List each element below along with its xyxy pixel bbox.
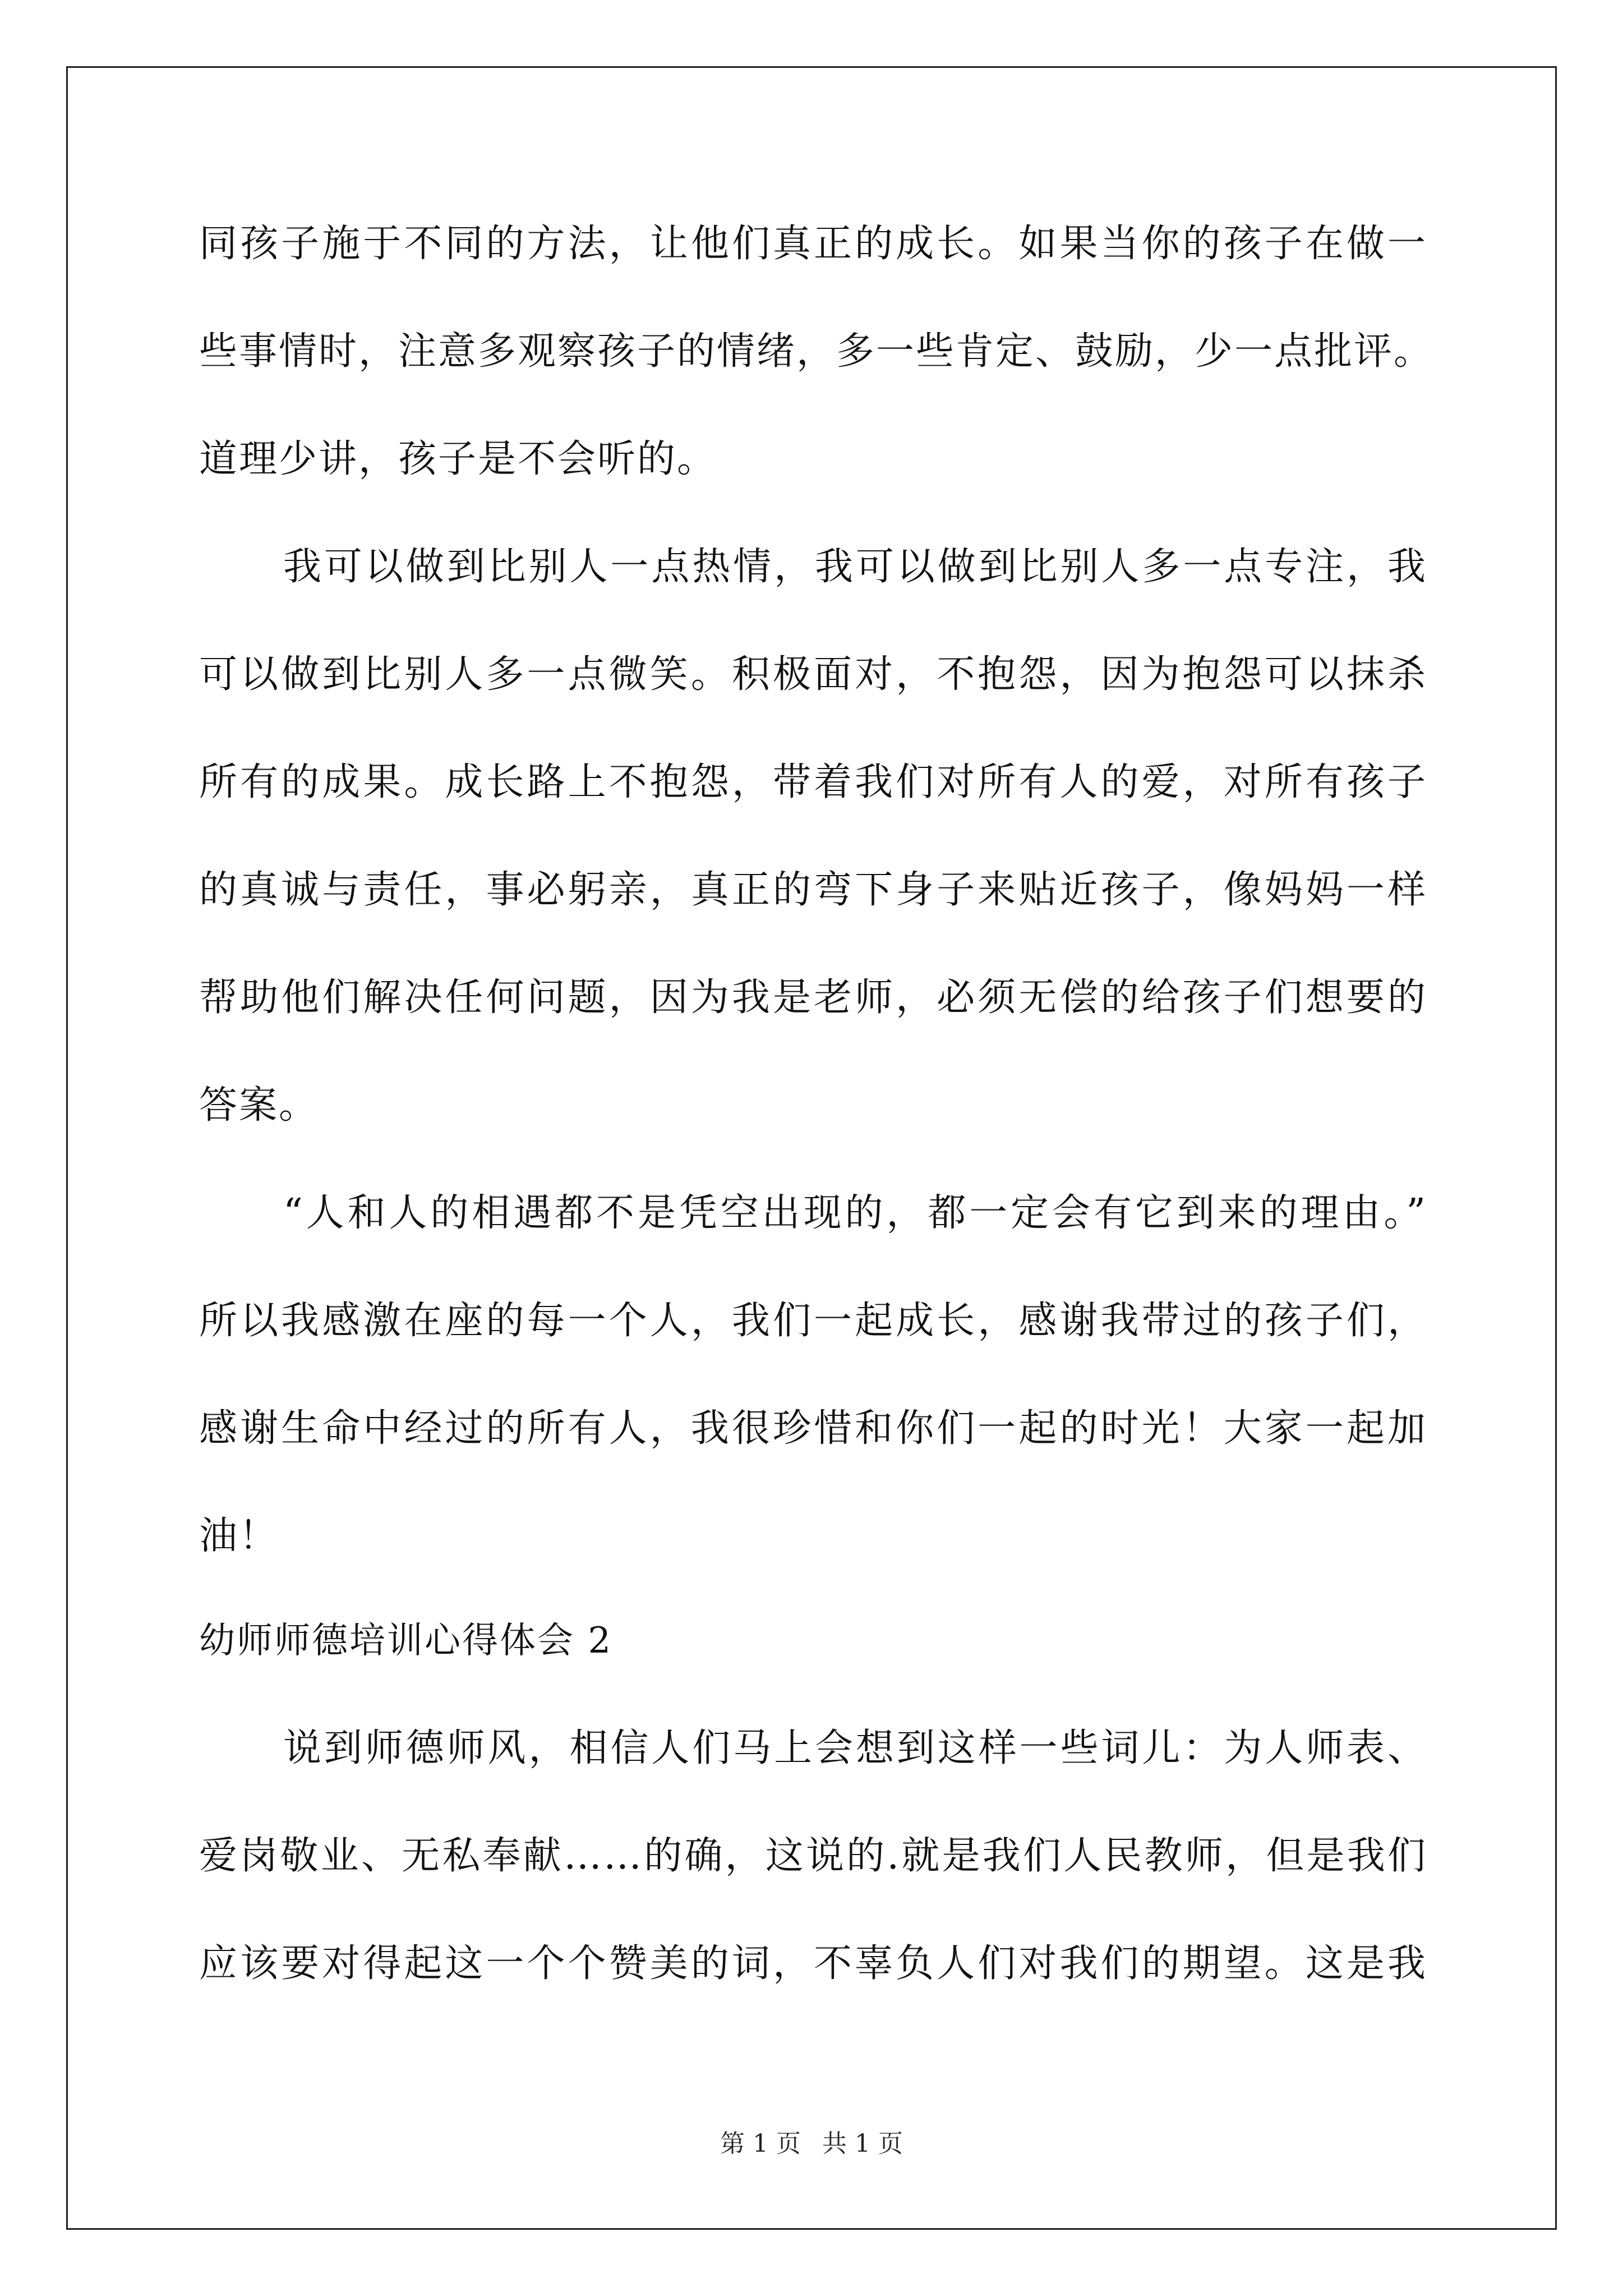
body-line: 的真诚与责任，事必躬亲，真正的弯下身子来贴近孩子，像妈妈一样 <box>199 868 1427 912</box>
body-line: 帮助他们解决任何问题，因为我是老师，必须无偿的给孩子们想要的 <box>199 976 1427 1020</box>
body-line: 所以我感激在座的每一个人，我们一起成长，感谢我带过的孩子们， <box>199 1299 1427 1343</box>
body-line: 同孩子施于不同的方法，让他们真正的成长。如果当你的孩子在做一 <box>199 222 1427 266</box>
body-line: 我可以做到比别人一点热情，我可以做到比别人多一点专注，我 <box>283 545 1427 589</box>
page-footer <box>0 2123 1623 2159</box>
page-border <box>66 66 1557 2230</box>
body-line: 可以做到比别人多一点微笑。积极面对，不抱怨，因为抱怨可以抹杀 <box>199 652 1427 697</box>
body-line: 答案。 <box>199 1083 319 1128</box>
body-line: 道理少讲，孩子是不会听的。 <box>199 437 717 481</box>
body-line: 些事情时，注意多观察孩子的情绪，多一些肯定、鼓励，少一点批评。 <box>199 329 1434 374</box>
section-heading: 幼师师德培训心得体会 2 <box>199 1620 613 1662</box>
body-line: 说到师德师风，相信人们马上会想到这样一些词儿：为人师表、 <box>283 1726 1427 1770</box>
body-line: 应该要对得起这一个个赞美的词，不辜负人们对我们的期望。这是我 <box>199 1941 1427 1986</box>
page-total: 共 1 页 <box>822 2129 903 2158</box>
page-number: 第 1 页 <box>720 2129 801 2158</box>
body-line: 爱岗敬业、无私奉献……的确，这说的.就是我们人民教师，但是我们 <box>199 1834 1427 1878</box>
body-line: 感谢生命中经过的所有人，我很珍惜和你们一起的时光！大家一起加 <box>199 1406 1427 1451</box>
body-line: 所有的成果。成长路上不抱怨，带着我们对所有人的爱，对所有孩子 <box>199 760 1427 804</box>
body-line: “人和人的相遇都不是凭空出现的，都一定会有它到来的理由。” <box>283 1191 1427 1235</box>
body-line: 油！ <box>199 1514 279 1558</box>
